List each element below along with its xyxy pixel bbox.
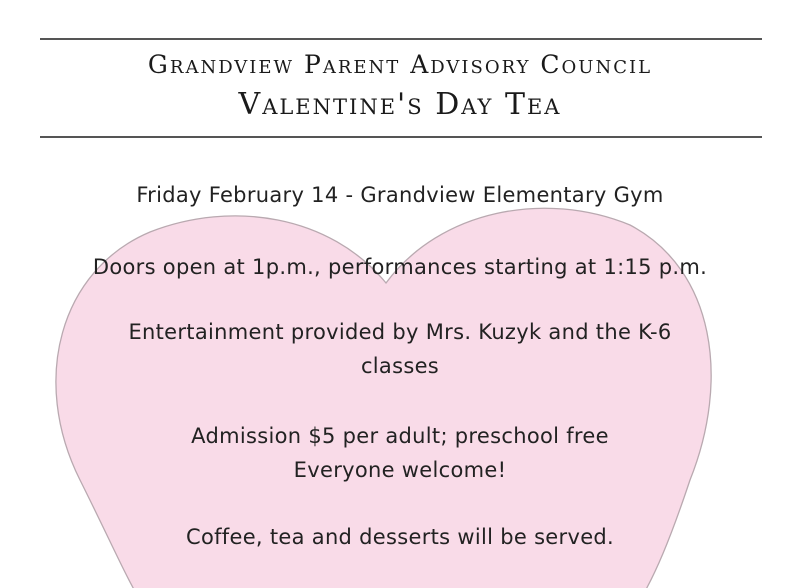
welcome-text: Everyone welcome!: [293, 458, 507, 482]
times-text: Doors open at 1p.m., performances starting at 1:15 p.m.: [92, 255, 708, 279]
bottom-divider: [40, 136, 762, 138]
date-location-text: Friday February 14 - Grandview Elementary Gym: [136, 183, 664, 207]
event-title: Valentine's Day Tea: [238, 87, 562, 122]
entertainment-text-line2: classes: [360, 354, 440, 378]
entertainment-text-line1: Entertainment provided by Mrs. Kuzyk and the K-6: [128, 320, 672, 344]
admission-text: Admission $5 per adult; preschool free: [191, 424, 609, 448]
organization-title: Grandview Parent Advisory Council: [147, 50, 653, 79]
top-divider: [40, 38, 762, 40]
refreshments-text: Coffee, tea and desserts will be served.: [185, 525, 615, 549]
